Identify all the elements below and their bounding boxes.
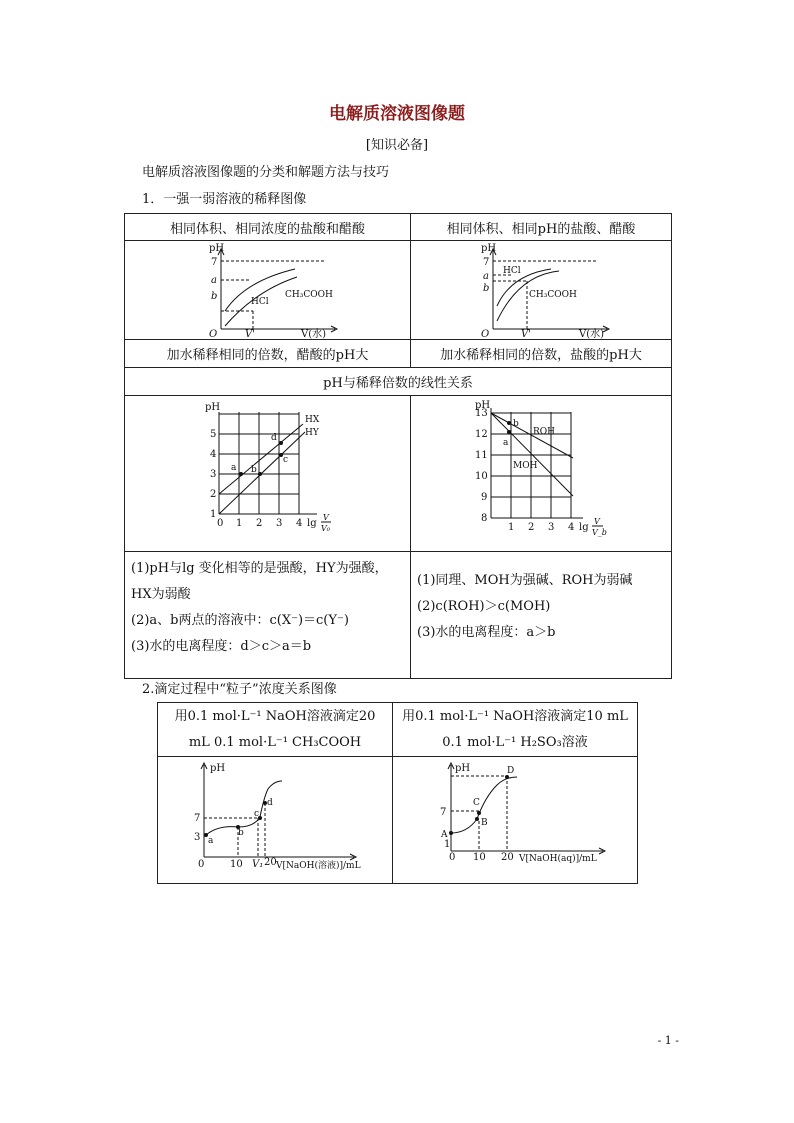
g3-ytick: 1 bbox=[210, 509, 217, 520]
g4-ytick: 13 bbox=[475, 408, 488, 419]
g1-origin: O bbox=[209, 329, 218, 339]
g6-ylabel: pH bbox=[455, 763, 471, 774]
g3-point-label: c bbox=[283, 455, 289, 465]
titration-table bbox=[157, 702, 638, 884]
g5-point-label: d bbox=[267, 798, 273, 808]
g3-series-label: HX bbox=[305, 415, 320, 425]
g4-ytick: 10 bbox=[475, 471, 488, 482]
g5-xlabel: V[NaOH(溶液)]/mL bbox=[276, 861, 361, 871]
g2-ytick: a bbox=[483, 271, 489, 282]
g4-ytick: 8 bbox=[481, 513, 488, 524]
g4-xlabel: lg bbox=[579, 522, 589, 533]
note-line: HX为弱酸 bbox=[131, 587, 191, 602]
table1-notes-left bbox=[125, 552, 411, 679]
g5-xtick: 0 bbox=[198, 859, 205, 870]
g4-point-label: b bbox=[513, 419, 519, 429]
g4-point-label: a bbox=[503, 438, 509, 448]
g6-xtick: 10 bbox=[473, 852, 486, 863]
g4-ytick: 12 bbox=[475, 429, 488, 440]
g3-series-label: HY bbox=[305, 428, 319, 438]
g3-point-label: a bbox=[231, 463, 237, 473]
g1-series-label: CH₃COOH bbox=[285, 290, 333, 300]
page-title: 电解质溶液图像题 bbox=[329, 104, 465, 124]
intro-text: 电解质溶液图像题的分类和解题方法与技巧 bbox=[142, 165, 390, 180]
note-line: (3)水的电离程度：d＞c＞a＝b bbox=[131, 639, 312, 654]
g5-ytick: 7 bbox=[194, 813, 201, 824]
table2-header-right bbox=[393, 703, 638, 757]
g6-point-label: B bbox=[481, 818, 488, 828]
note-line: (2)a、b两点的溶液中：c(X⁻)＝c(Y⁻) bbox=[131, 613, 349, 628]
table1-header-right: 相同体积、相同pH的盐酸、醋酸 bbox=[411, 214, 672, 241]
g3-xfrac-bottom: V₀ bbox=[321, 524, 330, 533]
graph-cell-1 bbox=[125, 241, 411, 340]
titration-sulfurous-acid-graph bbox=[393, 757, 638, 883]
note-line: (3)水的电离程度：a＞b bbox=[417, 625, 556, 640]
g3-ytick: 5 bbox=[210, 429, 217, 440]
g6-point-label: A bbox=[441, 830, 448, 840]
graph-cell-4 bbox=[411, 396, 672, 552]
table1-caption-left: 加水稀释相同的倍数，醋酸的pH大 bbox=[125, 340, 411, 368]
g3-ytick: 2 bbox=[210, 489, 217, 500]
g5-ylabel: pH bbox=[210, 763, 226, 774]
g5-point-label: c bbox=[254, 809, 260, 819]
g4-xtick: 1 bbox=[508, 522, 515, 533]
section-subtitle: [知识必备] bbox=[365, 138, 429, 153]
graph-cell-6 bbox=[393, 757, 638, 884]
g4-xtick: 2 bbox=[528, 522, 535, 533]
g4-series-label: ROH bbox=[533, 427, 556, 437]
header-line: 用0.1 mol·L⁻¹ NaOH溶液滴定10 mL bbox=[402, 708, 628, 724]
header-line: mL 0.1 mol·L⁻¹ CH₃COOH bbox=[188, 734, 362, 750]
ph-lg-dilution-base-graph bbox=[411, 396, 672, 551]
g3-xtick: 4 bbox=[296, 518, 303, 529]
g2-series-label: HCl bbox=[503, 266, 521, 276]
g4-xtick: 3 bbox=[548, 522, 555, 533]
g3-xtick: 2 bbox=[256, 518, 263, 529]
g4-xtick: 4 bbox=[568, 522, 575, 533]
g5-point-label: a bbox=[208, 836, 214, 846]
note-line: (2)c(ROH)＞c(MOH) bbox=[417, 599, 551, 614]
table2-header-left bbox=[158, 703, 393, 757]
table1-span-row: pH与稀释倍数的线性关系 bbox=[125, 368, 672, 396]
g4-series-label: MOH bbox=[513, 461, 538, 471]
g3-xtick: 3 bbox=[276, 518, 283, 529]
note-line: (1)pH与lg 变化相等的是强酸，HY为强酸， bbox=[131, 561, 388, 576]
page-number: - 1 - bbox=[657, 1034, 679, 1047]
g3-point-label: b bbox=[251, 465, 257, 475]
graph-cell-2 bbox=[411, 241, 672, 340]
table1-caption-right: 加水稀释相同的倍数，盐酸的pH大 bbox=[411, 340, 672, 368]
g6-xtick: 0 bbox=[449, 852, 456, 863]
header-line: 0.1 mol·L⁻¹ H₂SO₃溶液 bbox=[442, 734, 588, 750]
g3-ylabel: pH bbox=[205, 402, 221, 413]
g2-ylabel: pH bbox=[481, 243, 497, 254]
g4-ylabel: pH bbox=[475, 400, 491, 411]
g2-series-label: CH₃COOH bbox=[529, 290, 577, 300]
g6-point-label: C bbox=[473, 798, 480, 808]
dilution-graph-equal-concentration bbox=[125, 241, 411, 339]
g3-xtick: 0 bbox=[217, 518, 224, 529]
g3-point-label: d bbox=[271, 433, 277, 443]
g5-xtick: 10 bbox=[230, 859, 243, 870]
g5-point-label: b bbox=[238, 828, 244, 838]
note-line: (1)同理、MOH为强碱、ROH为弱碱 bbox=[417, 573, 633, 588]
graph-cell-3 bbox=[125, 396, 411, 552]
g1-ytick: b bbox=[211, 291, 218, 302]
titration-acetic-acid-graph bbox=[158, 757, 393, 883]
g6-ytick: 1 bbox=[444, 839, 451, 850]
g1-xlabel: V(水) bbox=[301, 329, 327, 339]
section1-heading: 1．一强一弱溶液的稀释图像 bbox=[142, 192, 307, 207]
g3-xfrac-top: V bbox=[323, 513, 329, 522]
g5-xtick: 20 bbox=[264, 857, 277, 868]
dilution-graph-equal-ph bbox=[411, 241, 672, 339]
g3-xtick: 1 bbox=[236, 518, 243, 529]
g1-ytick: a bbox=[211, 275, 217, 286]
g3-xlabel: lg bbox=[307, 518, 317, 529]
ph-lg-dilution-acid-graph bbox=[125, 396, 411, 551]
section2-heading: 2.滴定过程中“粒子”浓度关系图像 bbox=[142, 682, 337, 697]
graph-cell-5 bbox=[158, 757, 393, 884]
g3-ytick: 3 bbox=[210, 469, 217, 480]
g6-ytick: 7 bbox=[440, 807, 447, 818]
g6-xlabel: V[NaOH(aq)]/mL bbox=[519, 854, 597, 864]
g4-ytick: 11 bbox=[475, 450, 488, 461]
g2-xtick: V' bbox=[521, 329, 531, 339]
g5-xtick: V₁ bbox=[252, 859, 264, 870]
g4-xfrac-bottom: V_b bbox=[592, 528, 607, 537]
g1-xtick: V' bbox=[245, 329, 255, 339]
g1-ylabel: pH bbox=[209, 243, 225, 254]
g2-ytick: b bbox=[483, 283, 490, 294]
table1-header-left: 相同体积、相同浓度的盐酸和醋酸 bbox=[125, 214, 411, 241]
g1-series-label: HCl bbox=[251, 297, 269, 307]
dilution-table bbox=[124, 213, 672, 679]
g5-ytick: 3 bbox=[194, 832, 201, 843]
g3-ytick: 4 bbox=[210, 449, 217, 460]
g2-ytick: 7 bbox=[483, 257, 490, 268]
g4-xfrac-top: V bbox=[594, 517, 600, 526]
g6-point-label: D bbox=[507, 766, 515, 776]
g1-ytick: 7 bbox=[211, 257, 218, 268]
g2-origin: O bbox=[481, 329, 490, 339]
header-line: 用0.1 mol·L⁻¹ NaOH溶液滴定20 bbox=[174, 708, 376, 724]
g6-xtick: 20 bbox=[501, 852, 514, 863]
g2-xlabel: V(水) bbox=[579, 329, 605, 339]
g4-ytick: 9 bbox=[481, 492, 488, 503]
table1-notes-right bbox=[411, 552, 672, 679]
